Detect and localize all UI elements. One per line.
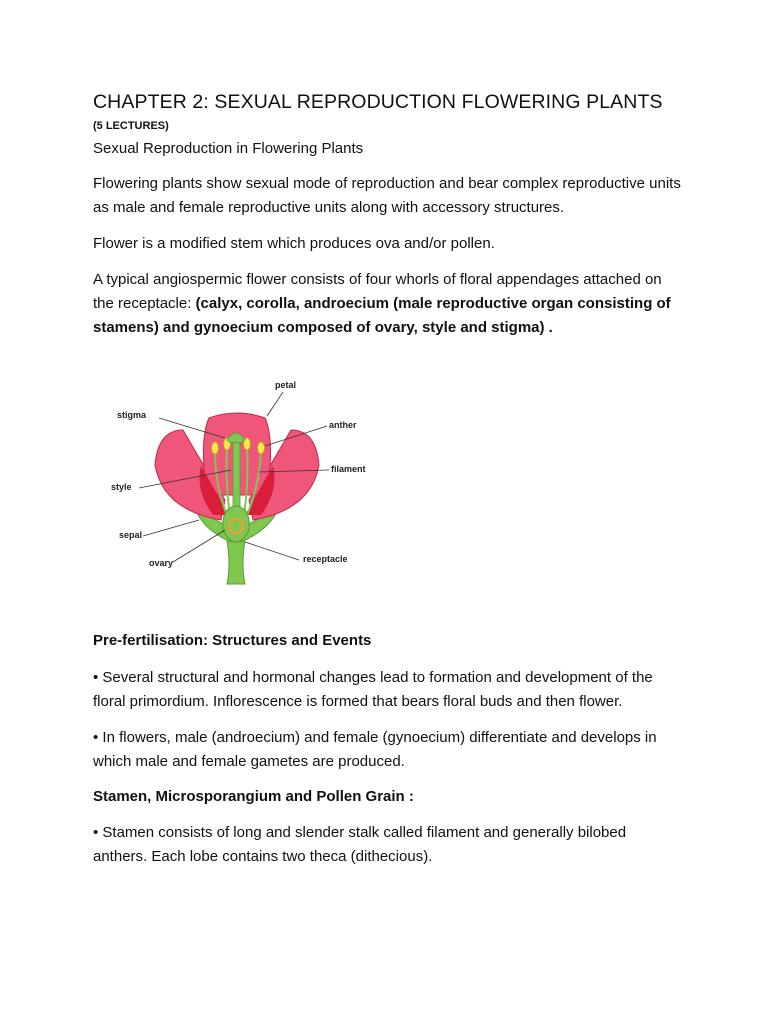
label-receptacle: receptacle <box>303 554 348 564</box>
pistil-style <box>233 442 240 512</box>
label-anther: anther <box>329 420 357 430</box>
paragraph-whorls-bold: (calyx, corolla, androecium (male reproductive organ consisting of stamens) and gynoecium composed of ovary, style and stigma) . <box>93 295 671 336</box>
flower-diagram-drawing <box>103 370 403 590</box>
chapter-title: CHAPTER 2: SEXUAL REPRODUCTION FLOWERING PLANTS <box>93 91 663 113</box>
lectures-note: (5 LECTURES) <box>93 120 169 132</box>
label-style: style <box>111 482 132 492</box>
heading-prefertilisation: Pre-fertilisation: Structures and Events <box>93 632 372 649</box>
pistil-ovary <box>223 506 249 542</box>
anther-1 <box>212 442 219 454</box>
leader-petal <box>267 392 283 416</box>
anther-4 <box>258 442 265 454</box>
leader-receptacle <box>245 542 299 560</box>
label-ovary: ovary <box>149 558 174 568</box>
bullet-androecium-gynoecium: • In flowers, male (androecium) and female (gynoecium) differentiate and develops in which male and female gametes are produced. <box>93 729 657 770</box>
document-page <box>93 90 683 869</box>
paragraph-whorls <box>93 268 683 340</box>
label-sepal: sepal <box>119 530 143 540</box>
label-stigma: stigma <box>117 410 147 420</box>
section-subtitle: Sexual Reproduction in Flowering Plants <box>93 140 364 157</box>
paragraph-intro: Flowering plants show sexual mode of reproduction and bear complex reproductive units as male and female reproductive units along with accessory structures. <box>93 175 681 216</box>
heading-stamen: Stamen, Microsporangium and Pollen Grain : <box>93 788 414 805</box>
bullet-floral-primordium: • Several structural and hormonal changes lead to formation and development of the floral primordium. Inflorescence is formed that bears floral buds and then flower. <box>93 669 653 710</box>
paragraph-flower-definition: Flower is a modified stem which produces ova and/or pollen. <box>93 235 495 252</box>
label-filament: filament <box>331 464 366 474</box>
leader-sepal <box>143 520 199 536</box>
flower-diagram <box>103 370 403 590</box>
bullet-stamen-structure: • Stamen consists of long and slender stalk called filament and generally bilobed anthers. Each lobe contains two theca (dithecious). <box>93 824 627 865</box>
label-petal: petal <box>275 380 297 390</box>
flower-stem <box>227 540 245 584</box>
leader-ovary <box>173 530 225 562</box>
paragraph-whorls-text: A typical angiospermic flower consists of four whorls of floral appendages attached on the receptacle: <box>93 271 662 312</box>
